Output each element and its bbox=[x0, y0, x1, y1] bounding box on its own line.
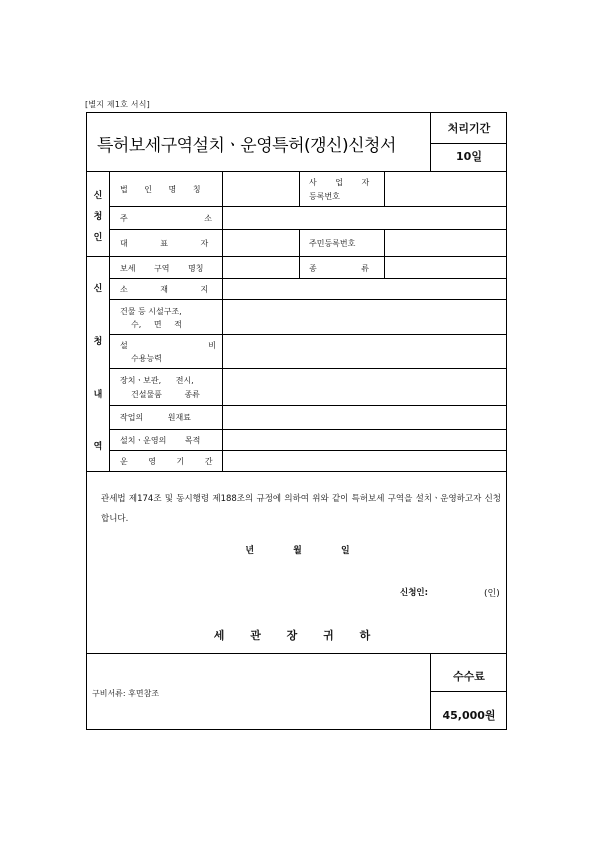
processing-mid-line bbox=[430, 143, 506, 144]
details-section-char: 신 bbox=[93, 284, 103, 294]
operation-period-field[interactable] bbox=[223, 451, 505, 470]
kind-field[interactable] bbox=[385, 257, 505, 277]
area-name-field[interactable] bbox=[223, 257, 298, 277]
building-label: 건물 등 시설구조, bbox=[120, 307, 182, 316]
date-line: 년 월 일 bbox=[245, 546, 350, 556]
operation-period-label: 운 영 기 간 bbox=[120, 457, 213, 466]
address-field[interactable] bbox=[223, 207, 505, 228]
address-label: 주 소 bbox=[120, 214, 212, 223]
resident-no-field[interactable] bbox=[385, 230, 505, 255]
details-section-char: 내 bbox=[93, 390, 103, 400]
applicant-col-line bbox=[299, 229, 300, 256]
fee-label: 수수료 bbox=[453, 670, 485, 683]
seal-mark: (인) bbox=[484, 589, 500, 599]
kind-label: 종 류 bbox=[309, 264, 369, 273]
details-col-line bbox=[299, 256, 300, 278]
processing-period-value: 10일 bbox=[456, 150, 482, 163]
required-documents: 구비서류: 후면참조 bbox=[92, 689, 160, 698]
form-number: [별지 제1호 서식] bbox=[85, 100, 150, 109]
processing-period-label: 처리기간 bbox=[447, 122, 491, 135]
area-name-label: 보세 구역 명칭 bbox=[120, 264, 204, 273]
representative-field[interactable] bbox=[223, 230, 298, 255]
facility-label: 수용능력 bbox=[131, 354, 162, 363]
facility-label: 설 비 bbox=[120, 341, 216, 350]
raw-material-label: 작업의 원재료 bbox=[120, 413, 191, 422]
form-title: 특허보세구역설치ㆍ운영특허(갱신)신청서 bbox=[97, 136, 396, 156]
details-section-char: 역 bbox=[93, 442, 103, 452]
building-field[interactable] bbox=[223, 300, 505, 333]
applicant-col-line bbox=[299, 171, 300, 206]
corp-name-label: 법 인 명 칭 bbox=[120, 185, 201, 194]
details-bottom-line bbox=[87, 471, 506, 472]
addressee: 세 관 장 귀 하 bbox=[213, 629, 382, 642]
section-column-line bbox=[109, 171, 110, 471]
details-section-char: 청 bbox=[93, 337, 103, 347]
applicant-section-char: 청 bbox=[93, 212, 103, 222]
applicant-section-char: 신 bbox=[93, 191, 103, 201]
application-form bbox=[86, 112, 507, 730]
goods-kind-label: 건설물품 종류 bbox=[131, 390, 200, 399]
applicant-signature-label: 신청인: bbox=[400, 588, 429, 598]
location-field[interactable] bbox=[223, 279, 505, 298]
goods-kind-label: 장치ㆍ보관, 전시, bbox=[120, 376, 194, 385]
raw-material-field[interactable] bbox=[223, 406, 505, 428]
purpose-label: 설치ㆍ운영의 목적 bbox=[120, 436, 201, 445]
resident-no-label: 주민등록번호 bbox=[309, 239, 356, 248]
biz-reg-label: 등록번호 bbox=[309, 192, 340, 201]
declaration-text: 관세법 제174조 및 동시행령 제188조의 규정에 의하여 위와 같이 특허보세 구역을 설치ㆍ운영하고자 신청합니다. bbox=[101, 494, 501, 524]
fee-value: 45,000원 bbox=[442, 709, 496, 722]
representative-label: 대 표 자 bbox=[120, 239, 209, 248]
fee-mid-line bbox=[430, 691, 506, 692]
location-label: 소 재 지 bbox=[120, 285, 209, 294]
biz-reg-field[interactable] bbox=[385, 172, 505, 205]
biz-reg-label: 사 업 자 bbox=[309, 178, 370, 187]
footer-top-line bbox=[87, 653, 506, 654]
applicant-section-char: 인 bbox=[93, 233, 103, 243]
facility-field[interactable] bbox=[223, 335, 505, 367]
corp-name-field[interactable] bbox=[223, 172, 298, 205]
purpose-field[interactable] bbox=[223, 430, 505, 449]
goods-kind-field[interactable] bbox=[223, 369, 505, 404]
building-label: 수, 면 적 bbox=[131, 320, 182, 329]
